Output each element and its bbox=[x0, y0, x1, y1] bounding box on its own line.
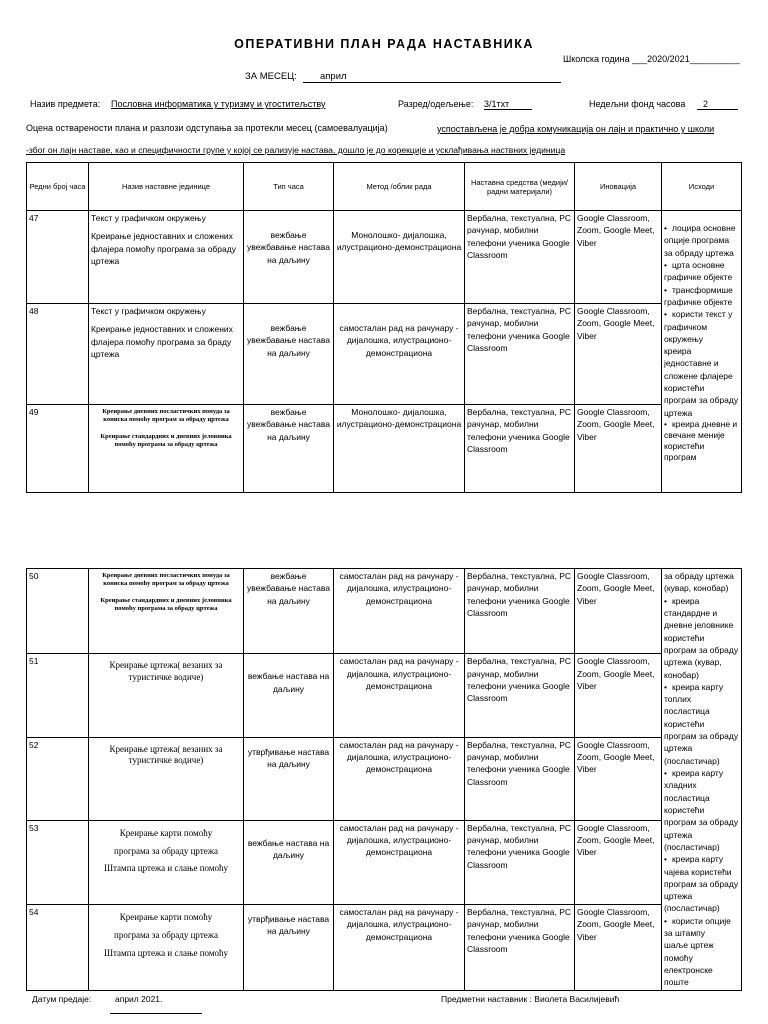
lesson-innovation: Google Classroom, Zoom, Google Meet, Viber bbox=[575, 304, 662, 405]
lesson-type: вежбање увежбавање настава на даљину bbox=[244, 304, 334, 405]
header-type: Тип часа bbox=[244, 163, 334, 211]
lesson-title: Креирање дневних посластичких понуда за кониска помоћу програм за обраду цртежа bbox=[102, 408, 230, 424]
table-row bbox=[27, 304, 742, 405]
lesson-method: самосталан рад на рачунару - дијалошка, илустрационо-демонстрациона bbox=[334, 820, 465, 904]
assessment-label: Оцена остварености плана и разлози одступања за протекли месец (самоевалуација) bbox=[26, 123, 388, 133]
plan-table-2 bbox=[26, 568, 742, 991]
lesson-method: Монолошко- дијалошка, илустрационо-демонстрациона bbox=[334, 405, 465, 493]
table-row bbox=[27, 569, 742, 654]
outcomes-cell bbox=[662, 211, 742, 493]
page-title: ОПЕРАТИВНИ ПЛАН РАДА НАСТАВНИКА bbox=[234, 37, 534, 51]
outcome-item: • креира стандардне и дневне јеловнике користећи програм за обраду цртежа (кувар, конобар) bbox=[664, 595, 739, 681]
outcome-item: • креира карту хладних посластица користећи програм за обраду цртежа (посластичар) bbox=[664, 767, 739, 853]
table-row bbox=[27, 405, 742, 493]
teacher-signature: Предметни наставник : Виолета Василијевић bbox=[441, 994, 620, 1004]
date-underline bbox=[110, 1013, 202, 1014]
header-method: Метод /облик рада bbox=[334, 163, 465, 211]
lesson-subtitle: Креирање једноставних и сложених флајера помоћу програма за обраду цртежа bbox=[91, 231, 236, 266]
lesson-innovation: Google Classroom, Zoom, Google Meet, Viber bbox=[575, 405, 662, 493]
lesson-type: вежбање настава на даљину bbox=[244, 820, 334, 904]
outcome-item: • лоцира основне опције програма за обраду цртежа bbox=[664, 222, 739, 259]
lesson-type: утврђивање настава на даљину bbox=[244, 737, 334, 820]
table-row bbox=[27, 820, 742, 904]
row-number: 49 bbox=[27, 405, 89, 493]
lesson-subtitle: Креирање стандардних и дневних јеловника помоћу програма за обраду цртежа bbox=[100, 596, 232, 613]
weekly-label: Недељни фонд часова bbox=[589, 99, 686, 109]
outcome-item: • користи текст у графичком окружењу bbox=[664, 308, 739, 345]
lesson-name bbox=[89, 905, 244, 990]
assessment-note: -због он лајн наставе, као и специфичности групе у којој се рализује настава, дошло је до корекције и усклађивања наствних јединица bbox=[26, 145, 566, 155]
table-row bbox=[27, 211, 742, 304]
lesson-tools: Вербална, текстуална, PC рачунар, мобилни телефони ученика Google Classroom bbox=[465, 405, 575, 493]
table-row bbox=[27, 905, 742, 990]
lesson-innovation: Google Classroom, Zoom, Google Meet, Viber bbox=[575, 569, 662, 654]
lesson-tools: Вербална, текстуална, PC рачунар, мобилни телефони ученика Google Classroom bbox=[465, 569, 575, 654]
lesson-innovation: Google Classroom, Zoom, Google Meet, Viber bbox=[575, 654, 662, 737]
header-name: Назив наставне јединице bbox=[89, 163, 244, 211]
lesson-line: програма за обраду цртежа bbox=[114, 929, 218, 940]
lesson-method: самосталан рад на рачунару - дијалошка, илустрационо-демонстрациона bbox=[334, 905, 465, 990]
lesson-tools: Вербална, текстуална, PC рачунар, мобилни телефони ученика Google Classroom bbox=[465, 905, 575, 990]
row-number: 54 bbox=[27, 905, 89, 990]
plan-table-1 bbox=[26, 162, 742, 493]
header-outcome: Исходи bbox=[662, 163, 742, 211]
lesson-name bbox=[89, 405, 244, 493]
lesson-line: програма за обраду цртежа bbox=[114, 845, 218, 856]
lesson-tools: Вербална, текстуална, PC рачунар, мобилни телефони ученика Google Classroom bbox=[465, 737, 575, 820]
row-number: 53 bbox=[27, 820, 89, 904]
outcome-item: • креира карту топлих посластица користећи програм за обраду цртежа (посластичар) bbox=[664, 681, 739, 767]
lesson-innovation: Google Classroom, Zoom, Google Meet, Viber bbox=[575, 211, 662, 304]
month-value: април bbox=[320, 71, 347, 82]
outcome-item: • црта основне графичке објекте bbox=[664, 259, 739, 284]
row-number: 50 bbox=[27, 569, 89, 654]
lesson-method: Монолошко- дијалошка, илустрационо-демонстрациона bbox=[334, 211, 465, 304]
class-label: Разред/одељење: bbox=[398, 99, 474, 109]
lesson-name: Креирање цртежа( везаних за туристичке водиче) bbox=[89, 737, 244, 820]
lesson-name bbox=[89, 820, 244, 904]
month-underline bbox=[303, 82, 561, 83]
month-label: ЗА МЕСЕЦ: bbox=[245, 71, 297, 82]
lesson-method: самосталан рад на рачунару - дијалошка, илустрационо-демонстрациона bbox=[334, 304, 465, 405]
header-innovation: Иновација bbox=[575, 163, 662, 211]
row-number: 51 bbox=[27, 654, 89, 737]
lesson-innovation: Google Classroom, Zoom, Google Meet, Viber bbox=[575, 737, 662, 820]
date-value: април 2021. bbox=[115, 994, 163, 1004]
row-number: 48 bbox=[27, 304, 89, 405]
lesson-subtitle: Креирање једноставних и сложених флајера помоћу програма за браду цртежа bbox=[91, 324, 233, 359]
lesson-type: вежбање увежбавање настава на даљину bbox=[244, 569, 334, 654]
weekly-underline bbox=[697, 109, 738, 110]
school-year: Школска година ___2020/2021__________ bbox=[563, 54, 740, 64]
lesson-innovation: Google Classroom, Zoom, Google Meet, Viber bbox=[575, 905, 662, 990]
outcome-item: • користи опције за штампу bbox=[664, 915, 739, 940]
table-row bbox=[27, 654, 742, 737]
class-value: 3/1тхт bbox=[484, 99, 510, 109]
lesson-name: Креирање цртежа( везаних за туристичке водиче) bbox=[89, 654, 244, 737]
lesson-title: Креирање дневних посластичких понуда за кониска помоћу програм за обраду цртежа bbox=[102, 572, 230, 588]
outcome-item: • креира карту чајева користећи програм за обраду цртежа (посластичар) bbox=[664, 853, 739, 915]
outcome-item: • креира дневне и свечане меније користећи програм bbox=[664, 419, 739, 463]
lesson-name bbox=[89, 304, 244, 405]
subject-value: Пословна информатика у туризму и угоститељству bbox=[111, 99, 326, 109]
lesson-line: Штампа цртежа и слање помоћу bbox=[103, 947, 229, 958]
lesson-subtitle: Креирање стандардних и дневних јеловника помоћу програма за обраду цртежа bbox=[100, 432, 232, 449]
date-label: Датум предаје: bbox=[32, 994, 92, 1004]
lesson-type: вежбање настава на даљину bbox=[244, 654, 334, 737]
lesson-line: Штампа цртежа и слање помоћу bbox=[103, 863, 229, 874]
weekly-value: 2 bbox=[703, 99, 709, 109]
outcomes-cell bbox=[662, 569, 742, 991]
lesson-title: Текст у графичком окружењу bbox=[91, 306, 206, 316]
header-num: Редни број часа bbox=[27, 163, 89, 211]
lesson-line: Креирање карти помоћу bbox=[119, 827, 213, 838]
subject-label: Назив предмета: bbox=[30, 99, 101, 109]
row-number: 52 bbox=[27, 737, 89, 820]
lesson-type: вежбање увежбавање настава на даљину bbox=[244, 211, 334, 304]
lesson-tools: Вербална, текстуална, PC рачунар, мобилни телефони ученика Google Classroom bbox=[465, 820, 575, 904]
header-tools: Наставна средства (медији/радни материјали) bbox=[465, 163, 575, 211]
assessment-value: успостављена је добра комуникација он лајн и практично у школи bbox=[437, 124, 715, 134]
lesson-name bbox=[89, 211, 244, 304]
table-row bbox=[27, 737, 742, 820]
lesson-line: Креирање карти помоћу bbox=[119, 912, 213, 923]
outcome-item: креира једноставне и сложене флајере користећи програм за обраду цртежа bbox=[664, 346, 739, 418]
class-underline bbox=[484, 109, 532, 110]
lesson-type: вежбање увежбавање настава на даљину bbox=[244, 405, 334, 493]
outcome-item: за обраду цртежа (кувар, конобар) bbox=[664, 571, 734, 594]
lesson-method: самосталан рад на рачунару - дијалошка, илустрационо-демонстрациона bbox=[334, 737, 465, 820]
lesson-innovation: Google Classroom, Zoom, Google Meet, Viber bbox=[575, 820, 662, 904]
row-number: 47 bbox=[27, 211, 89, 304]
lesson-name bbox=[89, 569, 244, 654]
lesson-method: самосталан рад на рачунару - дијалошка, илустрационо-демонстрациона bbox=[334, 569, 465, 654]
lesson-type: утврђивање настава на даљину bbox=[244, 905, 334, 990]
lesson-tools: Вербална, текстуална, PC рачунар, мобилни телефони ученика Google Classroom bbox=[465, 211, 575, 304]
lesson-tools: Вербална, текстуална, PC рачунар, мобилни телефони ученика Google Classroom bbox=[465, 304, 575, 405]
lesson-tools: Вербална, текстуална, PC рачунар, мобилни телефони ученика Google Classroom bbox=[465, 654, 575, 737]
lesson-method: самосталан рад на рачунару - дијалошка, илустрационо-демонстрациона bbox=[334, 654, 465, 737]
outcome-item: шаље цртеж помоћу електронске поште bbox=[664, 940, 714, 988]
lesson-title: Текст у графичком окружењу bbox=[91, 213, 206, 223]
outcome-item: • трансформише графичке објекте bbox=[664, 284, 739, 309]
